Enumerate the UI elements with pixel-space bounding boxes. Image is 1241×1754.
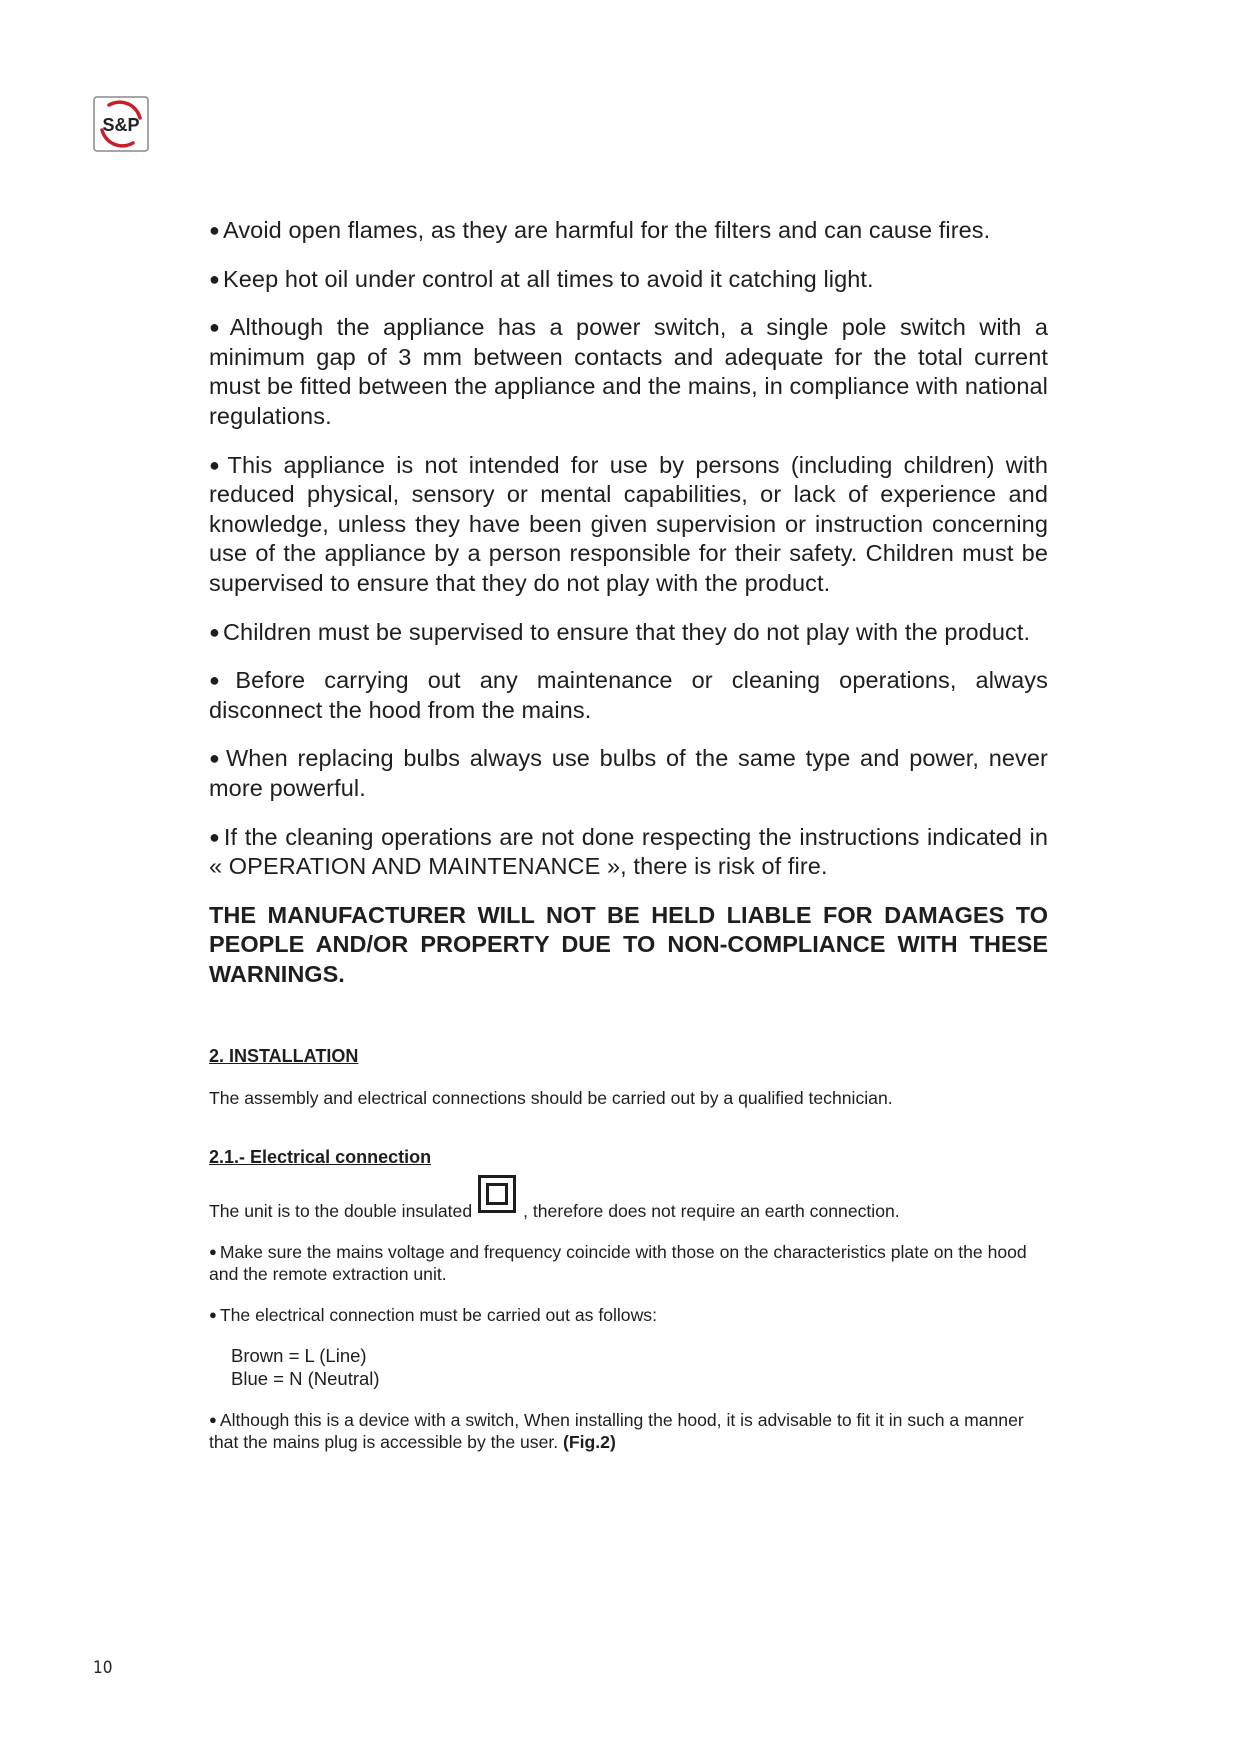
bullet-icon: ● <box>209 748 223 769</box>
voltage-note-text: Make sure the mains voltage and frequency coincide with those on the characteristics plate on the hood and the remote extraction unit. <box>209 1242 1027 1285</box>
warning-text: Although the appliance has a power switch, a single pole switch with a minimum gap of 3 mm between contacts and adequate for the total current must be fitted between the appliance and the mains, in compliance with national regulations. <box>209 314 1048 429</box>
insulation-text-before: The unit is to the double insulated <box>209 1201 473 1222</box>
page-content <box>209 216 1048 1453</box>
sp-logo-graphic <box>93 96 149 152</box>
warning-text: Children must be supervised to ensure that they do not play with the product. <box>222 618 1031 645</box>
bullet-icon: ● <box>209 1244 217 1260</box>
figure-reference: (Fig.2) <box>563 1432 616 1453</box>
insulation-text-after: , therefore does not require an earth connection. <box>523 1201 900 1222</box>
voltage-note <box>209 1241 1048 1285</box>
page-number: 10 <box>93 1658 113 1678</box>
wire-brown: Brown = L (Line) <box>231 1345 367 1367</box>
installation-heading: 2. INSTALLATION <box>209 1046 359 1067</box>
bullet-icon: ● <box>209 1307 217 1323</box>
warning-text: This appliance is not intended for use by persons (including children) with reduced physical, sensory or mental capabilities, or lack of experience and knowledge, unless they have been given supervision or instruction concerning use of the appliance by a person responsible for their safety. Children must be supervised to ensure that they do not play with the product. <box>209 451 1048 596</box>
warning-text: Avoid open flames, as they are harmful for the filters and can cause fires. <box>222 217 991 243</box>
connection-intro <box>209 1304 1048 1326</box>
liability-notice: THE MANUFACTURER WILL NOT BE HELD LIABLE FOR DAMAGES TO PEOPLE AND/OR PROPERTY DUE TO NON-COMPLIANCE WITH THESE WARNINGS. <box>209 901 1048 987</box>
warning-hot-oil <box>209 265 1048 295</box>
warning-maintenance <box>209 666 1048 725</box>
warning-reduced-capabilities <box>209 451 1048 599</box>
bullet-icon: ● <box>209 621 220 642</box>
warning-children <box>209 618 1048 648</box>
switch-note-text: Although this is a device with a switch, When installing the hood, it is advisable to fit it in such a manner that the mains plug is accessible by the user. <box>209 1410 1024 1453</box>
switch-note <box>209 1409 1048 1453</box>
warning-power-switch <box>209 313 1048 431</box>
bullet-icon: ● <box>209 1412 217 1428</box>
warning-text: If the cleaning operations are not done respecting the instructions indicated in « OPERATION AND MAINTENANCE », there is risk of fire. <box>209 823 1048 880</box>
warning-text: Before carrying out any maintenance or cleaning operations, always disconnect the hood from the mains. <box>209 667 1048 723</box>
wire-blue: Blue = N (Neutral) <box>231 1367 380 1389</box>
electrical-heading: 2.1.- Electrical connection <box>209 1147 432 1168</box>
installation-intro: The assembly and electrical connections should be carried out by a qualified technician. <box>209 1088 893 1109</box>
bullet-icon: ● <box>209 268 220 289</box>
bullet-icon: ● <box>209 317 227 338</box>
bullet-icon: ● <box>209 826 221 847</box>
bullet-icon: ● <box>209 670 233 691</box>
warning-fire-risk <box>209 823 1048 882</box>
sp-logo <box>93 96 149 152</box>
warning-text: Keep hot oil under control at all times to avoid it catching light. <box>222 265 874 292</box>
bullet-icon: ● <box>209 220 220 240</box>
svg-text:S&P: S&P <box>102 115 140 135</box>
double-insulation-statement <box>209 1175 1048 1222</box>
double-insulation-icon <box>478 1175 516 1213</box>
warning-bulbs <box>209 744 1048 803</box>
connection-intro-text: The electrical connection must be carried out as follows: <box>219 1305 657 1326</box>
warning-text: When replacing bulbs always use bulbs of the same type and power, never more powerful. <box>209 745 1048 801</box>
bullet-icon: ● <box>209 454 225 475</box>
warning-open-flames <box>209 216 1048 246</box>
